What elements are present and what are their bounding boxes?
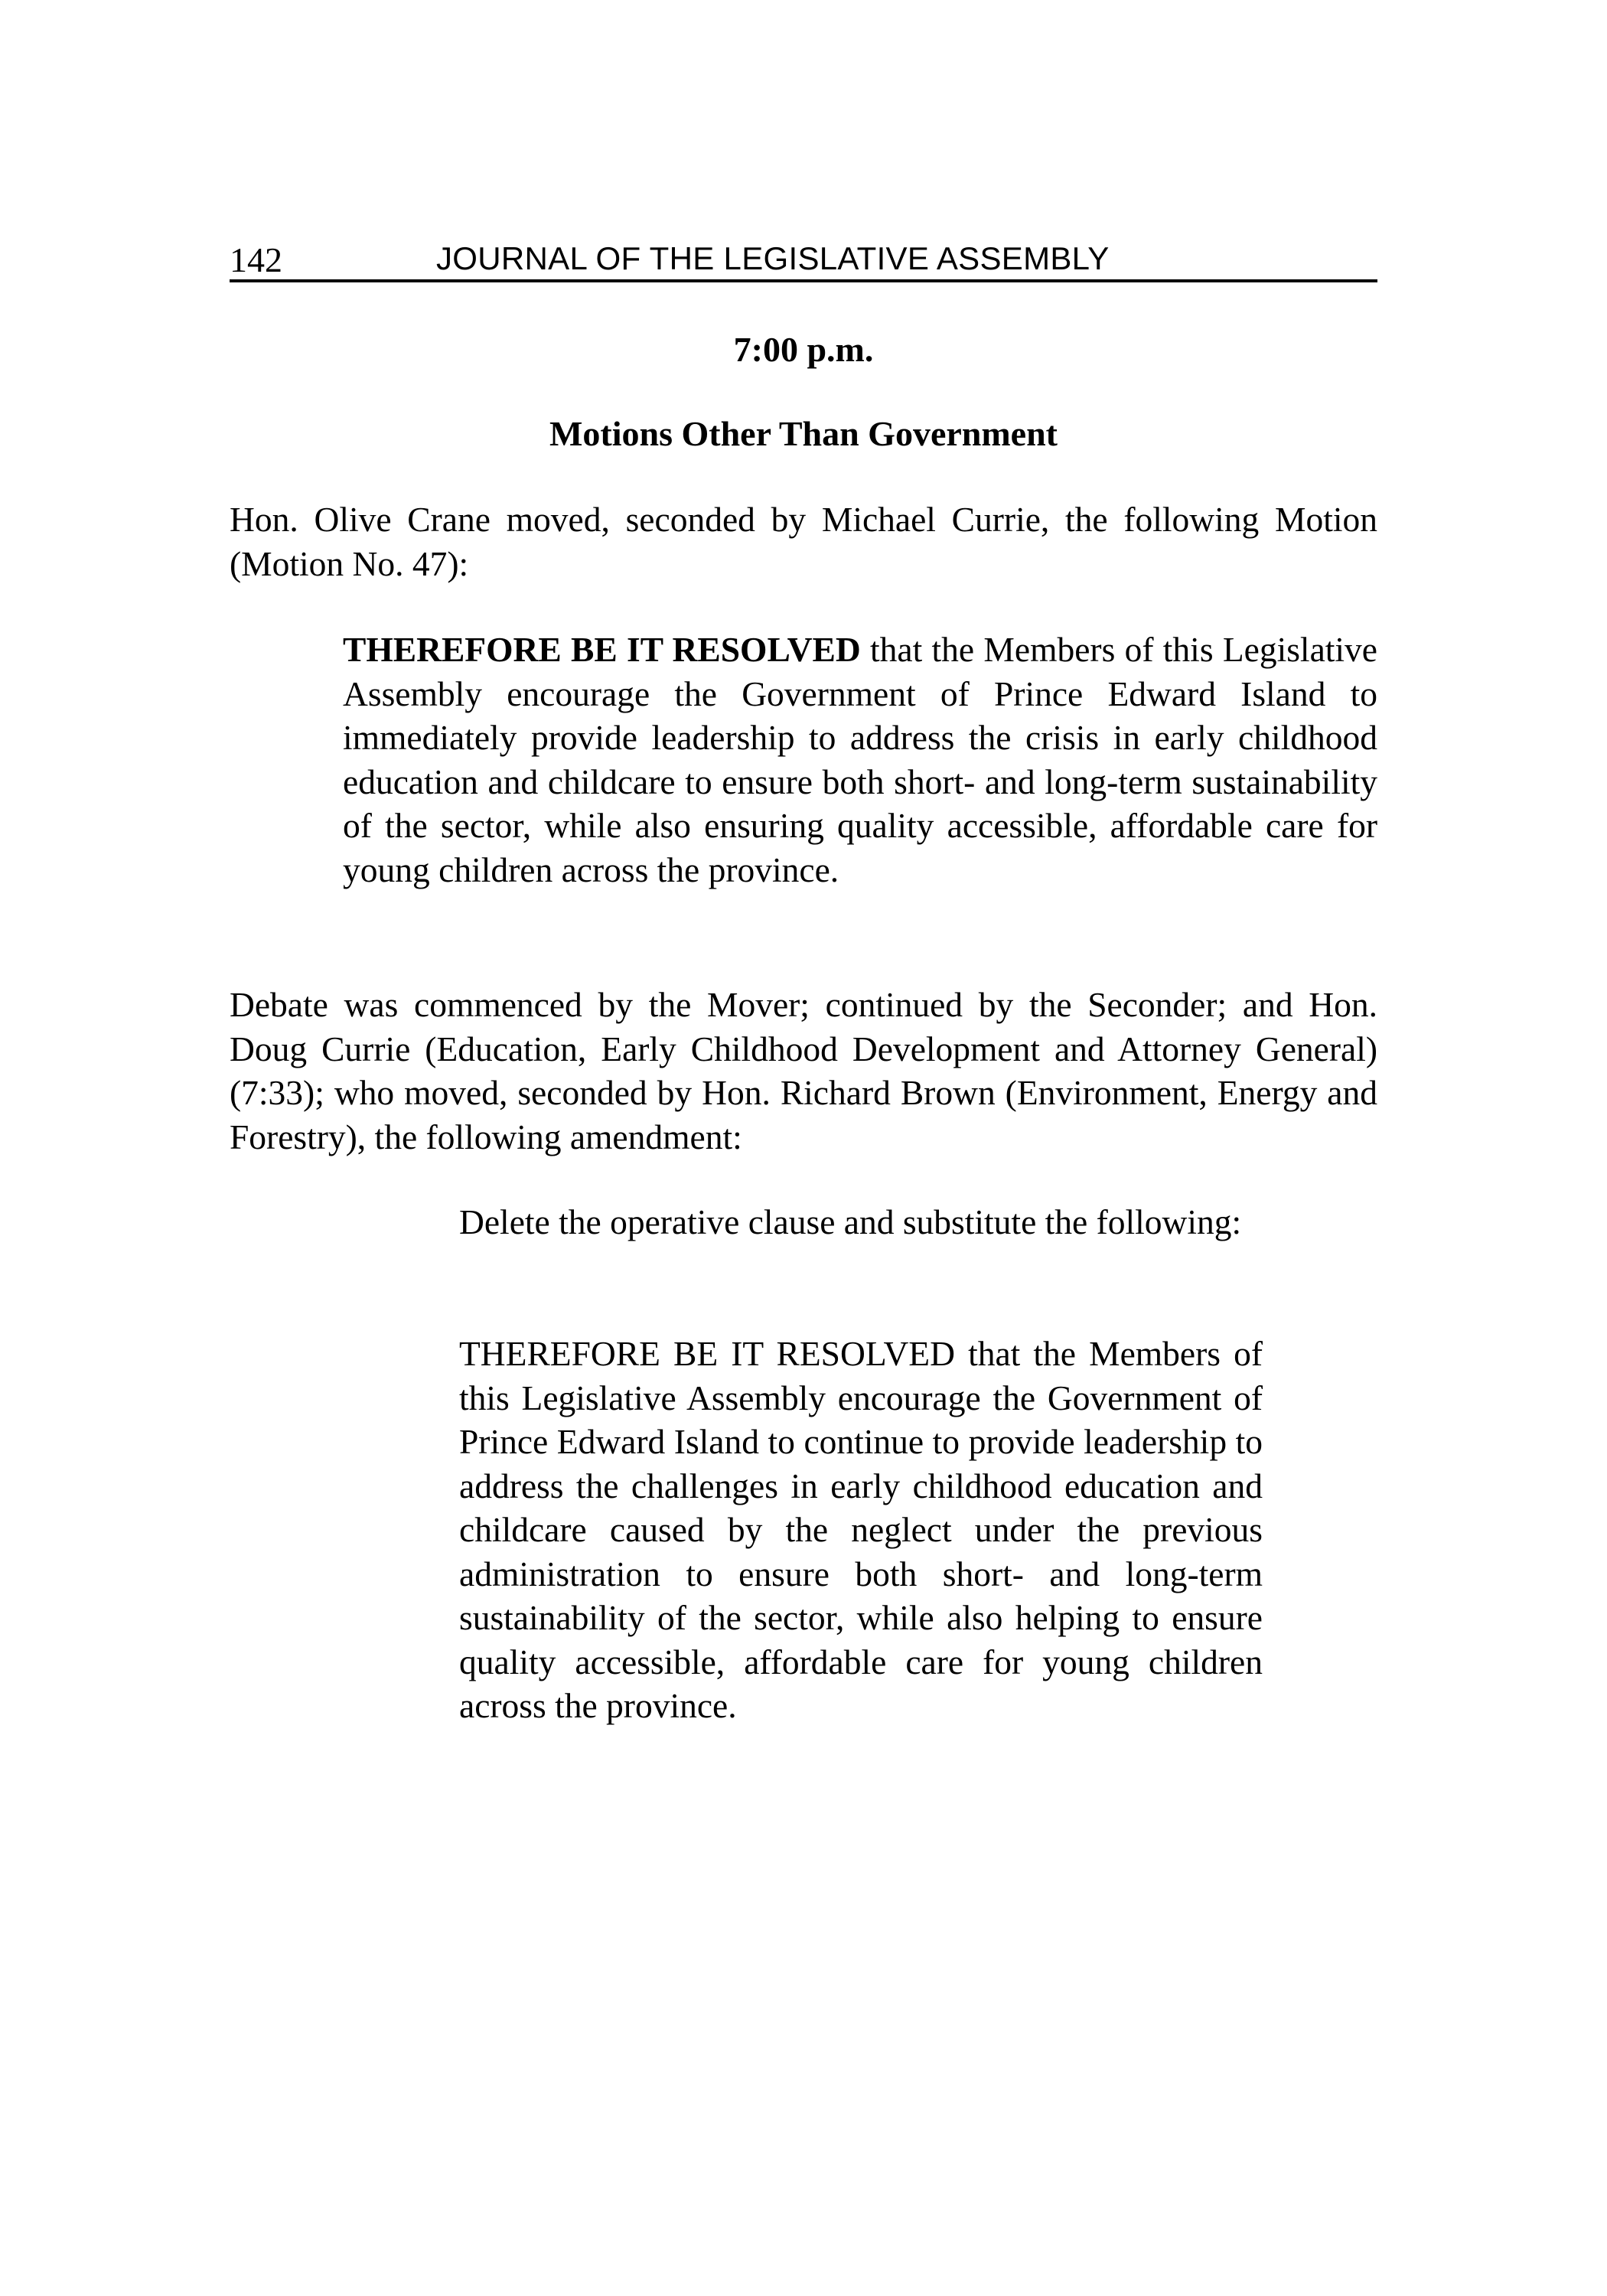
resolution-lead: THEREFORE BE IT RESOLVED bbox=[343, 630, 861, 669]
journal-page bbox=[230, 0, 1377, 2296]
section-heading: Motions Other Than Government bbox=[549, 414, 1058, 453]
journal-title: JOURNAL OF THE LEGISLATIVE ASSEMBLY bbox=[436, 240, 1110, 276]
running-header bbox=[230, 226, 1377, 282]
amendment-text: THEREFORE BE IT RESOLVED that the Members of this Legislative Assembly encourage the Government of Prince Edward Island to continue to provide leadership to address the challenges in early childhood education and childcare caused by the neglect under the previous administration to ensure both short- and long-term sustainability of the sector, while also helping to ensure quality accessible, affordable care for young children across the province. bbox=[459, 1334, 1263, 1725]
page-number: 142 bbox=[230, 240, 282, 279]
resolution-body: that the Members of this Legislative Assembly encourage the Government of Prince Edward Island to immediately provide leadership to address the crisis in early childhood education and childcare to ensure both short- and long-term sustainability of the sector, while also ensuring quality accessible, affordable care for young children across the province. bbox=[343, 630, 1377, 889]
resolution-paragraph bbox=[343, 628, 1377, 892]
debate-paragraph: Debate was commenced by the Mover; continued by the Seconder; and Hon. Doug Currie (Education, Early Childhood Development and Attorney General) (7:33); who moved, seconded by Hon. Richard Brown (Environment, Energy and Forestry), the following amendment: bbox=[230, 985, 1377, 1156]
motion-intro-paragraph: Hon. Olive Crane moved, seconded by Michael Currie, the following Motion (Motion No. 47): bbox=[230, 500, 1377, 583]
amendment-instruction: Delete the operative clause and substitute the following: bbox=[459, 1202, 1242, 1241]
time-heading: 7:00 p.m. bbox=[733, 330, 874, 369]
